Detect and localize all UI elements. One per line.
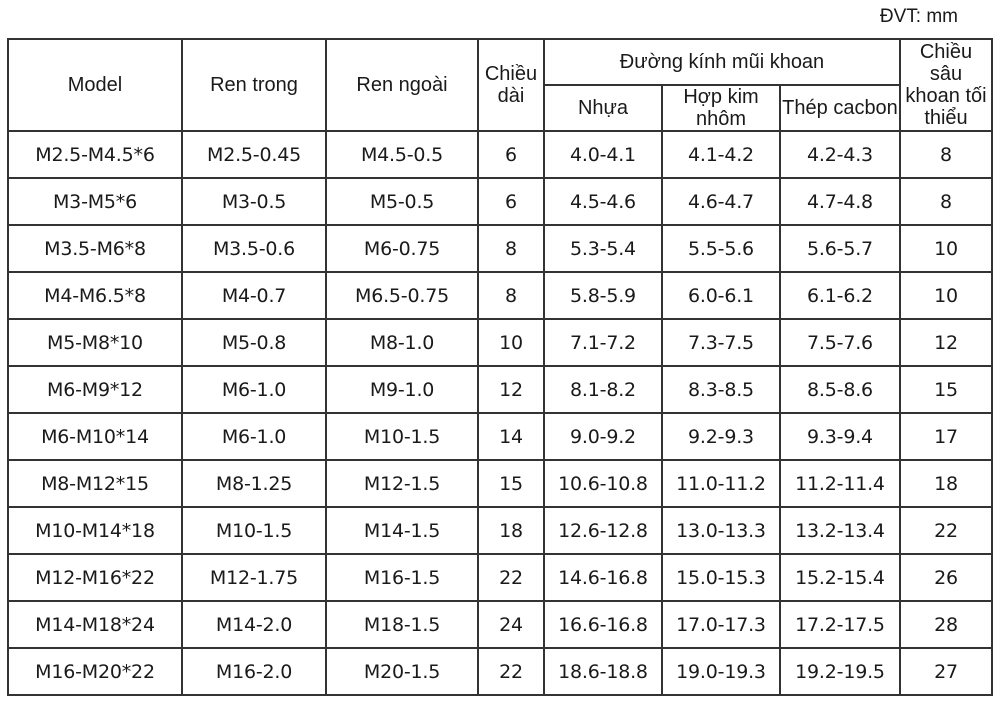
cell-ren-ngoai: M8-1.0 [326,319,478,366]
cell-ren-ngoai: M6.5-0.75 [326,272,478,319]
cell-model: M10-M14*18 [8,507,182,554]
cell-chieu-sau: 26 [900,554,992,601]
cell-chieu-sau: 12 [900,319,992,366]
table-row [8,601,992,648]
header-model: Model [8,39,182,131]
cell-chieu-sau: 18 [900,460,992,507]
cell-thep-cacbon: 4.7-4.8 [780,178,900,225]
table-row [8,554,992,601]
cell-hop-kim-nhom: 15.0-15.3 [662,554,780,601]
cell-chieu-dai: 22 [478,648,544,695]
cell-ren-trong: M14-2.0 [182,601,326,648]
cell-chieu-dai: 10 [478,319,544,366]
cell-model: M3-M5*6 [8,178,182,225]
cell-ren-trong: M12-1.75 [182,554,326,601]
header-ren-ngoai: Ren ngoài [326,39,478,131]
header-thep-cacbon: Thép cacbon [780,85,900,131]
table-row [8,507,992,554]
cell-ren-ngoai: M12-1.5 [326,460,478,507]
cell-model: M12-M16*22 [8,554,182,601]
cell-ren-trong: M3-0.5 [182,178,326,225]
cell-chieu-dai: 12 [478,366,544,413]
table-row [8,178,992,225]
cell-ren-trong: M2.5-0.45 [182,131,326,178]
cell-hop-kim-nhom: 19.0-19.3 [662,648,780,695]
cell-nhua: 12.6-12.8 [544,507,662,554]
table-row [8,366,992,413]
cell-nhua: 16.6-16.8 [544,601,662,648]
cell-ren-ngoai: M20-1.5 [326,648,478,695]
cell-thep-cacbon: 5.6-5.7 [780,225,900,272]
cell-ren-ngoai: M9-1.0 [326,366,478,413]
header-chieu-dai: Chiều dài [478,39,544,131]
cell-ren-ngoai: M14-1.5 [326,507,478,554]
cell-chieu-sau: 10 [900,225,992,272]
cell-model: M3.5-M6*8 [8,225,182,272]
spec-table [7,38,993,696]
cell-chieu-dai: 24 [478,601,544,648]
cell-chieu-dai: 6 [478,131,544,178]
cell-ren-ngoai: M6-0.75 [326,225,478,272]
cell-thep-cacbon: 13.2-13.4 [780,507,900,554]
cell-ren-ngoai: M5-0.5 [326,178,478,225]
cell-ren-ngoai: M18-1.5 [326,601,478,648]
header-nhua: Nhựa [544,85,662,131]
cell-thep-cacbon: 19.2-19.5 [780,648,900,695]
header-duong-kinh: Đường kính mũi khoan [544,39,900,85]
cell-hop-kim-nhom: 4.6-4.7 [662,178,780,225]
cell-chieu-dai: 8 [478,225,544,272]
cell-nhua: 9.0-9.2 [544,413,662,460]
cell-ren-trong: M6-1.0 [182,366,326,413]
cell-thep-cacbon: 9.3-9.4 [780,413,900,460]
cell-chieu-sau: 15 [900,366,992,413]
table-row [8,648,992,695]
cell-model: M8-M12*15 [8,460,182,507]
cell-model: M14-M18*24 [8,601,182,648]
cell-chieu-sau: 8 [900,178,992,225]
header-hop-kim-nhom: Hợp kim nhôm [662,85,780,131]
cell-ren-trong: M16-2.0 [182,648,326,695]
cell-nhua: 4.5-4.6 [544,178,662,225]
cell-model: M4-M6.5*8 [8,272,182,319]
cell-chieu-dai: 15 [478,460,544,507]
cell-ren-trong: M6-1.0 [182,413,326,460]
cell-hop-kim-nhom: 9.2-9.3 [662,413,780,460]
cell-model: M6-M10*14 [8,413,182,460]
cell-nhua: 5.3-5.4 [544,225,662,272]
cell-ren-trong: M3.5-0.6 [182,225,326,272]
cell-nhua: 14.6-16.8 [544,554,662,601]
cell-thep-cacbon: 4.2-4.3 [780,131,900,178]
cell-hop-kim-nhom: 13.0-13.3 [662,507,780,554]
cell-chieu-dai: 14 [478,413,544,460]
cell-thep-cacbon: 6.1-6.2 [780,272,900,319]
cell-model: M6-M9*12 [8,366,182,413]
cell-chieu-sau: 28 [900,601,992,648]
cell-nhua: 18.6-18.8 [544,648,662,695]
cell-nhua: 10.6-10.8 [544,460,662,507]
cell-hop-kim-nhom: 6.0-6.1 [662,272,780,319]
cell-hop-kim-nhom: 11.0-11.2 [662,460,780,507]
cell-thep-cacbon: 17.2-17.5 [780,601,900,648]
header-chieu-sau: Chiều sâu khoan tối thiểu [900,39,992,131]
cell-thep-cacbon: 7.5-7.6 [780,319,900,366]
cell-ren-trong: M4-0.7 [182,272,326,319]
cell-thep-cacbon: 15.2-15.4 [780,554,900,601]
unit-label: ĐVT: mm [879,6,958,27]
cell-thep-cacbon: 8.5-8.6 [780,366,900,413]
table-row [8,272,992,319]
cell-model: M16-M20*22 [8,648,182,695]
table-row [8,413,992,460]
cell-chieu-dai: 18 [478,507,544,554]
table-row [8,131,992,178]
table-body [8,131,992,695]
table-row [8,460,992,507]
cell-ren-ngoai: M4.5-0.5 [326,131,478,178]
cell-ren-trong: M10-1.5 [182,507,326,554]
header-ren-trong: Ren trong [182,39,326,131]
cell-thep-cacbon: 11.2-11.4 [780,460,900,507]
cell-chieu-dai: 8 [478,272,544,319]
cell-hop-kim-nhom: 8.3-8.5 [662,366,780,413]
cell-hop-kim-nhom: 7.3-7.5 [662,319,780,366]
cell-chieu-sau: 22 [900,507,992,554]
cell-nhua: 5.8-5.9 [544,272,662,319]
cell-hop-kim-nhom: 17.0-17.3 [662,601,780,648]
cell-nhua: 4.0-4.1 [544,131,662,178]
cell-ren-ngoai: M10-1.5 [326,413,478,460]
cell-hop-kim-nhom: 5.5-5.6 [662,225,780,272]
cell-chieu-dai: 22 [478,554,544,601]
cell-ren-trong: M8-1.25 [182,460,326,507]
cell-chieu-sau: 8 [900,131,992,178]
cell-hop-kim-nhom: 4.1-4.2 [662,131,780,178]
table-row [8,225,992,272]
cell-model: M2.5-M4.5*6 [8,131,182,178]
cell-nhua: 7.1-7.2 [544,319,662,366]
cell-chieu-dai: 6 [478,178,544,225]
cell-ren-trong: M5-0.8 [182,319,326,366]
cell-chieu-sau: 17 [900,413,992,460]
cell-chieu-sau: 10 [900,272,992,319]
cell-model: M5-M8*10 [8,319,182,366]
cell-nhua: 8.1-8.2 [544,366,662,413]
cell-chieu-sau: 27 [900,648,992,695]
cell-ren-ngoai: M16-1.5 [326,554,478,601]
table-row [8,319,992,366]
